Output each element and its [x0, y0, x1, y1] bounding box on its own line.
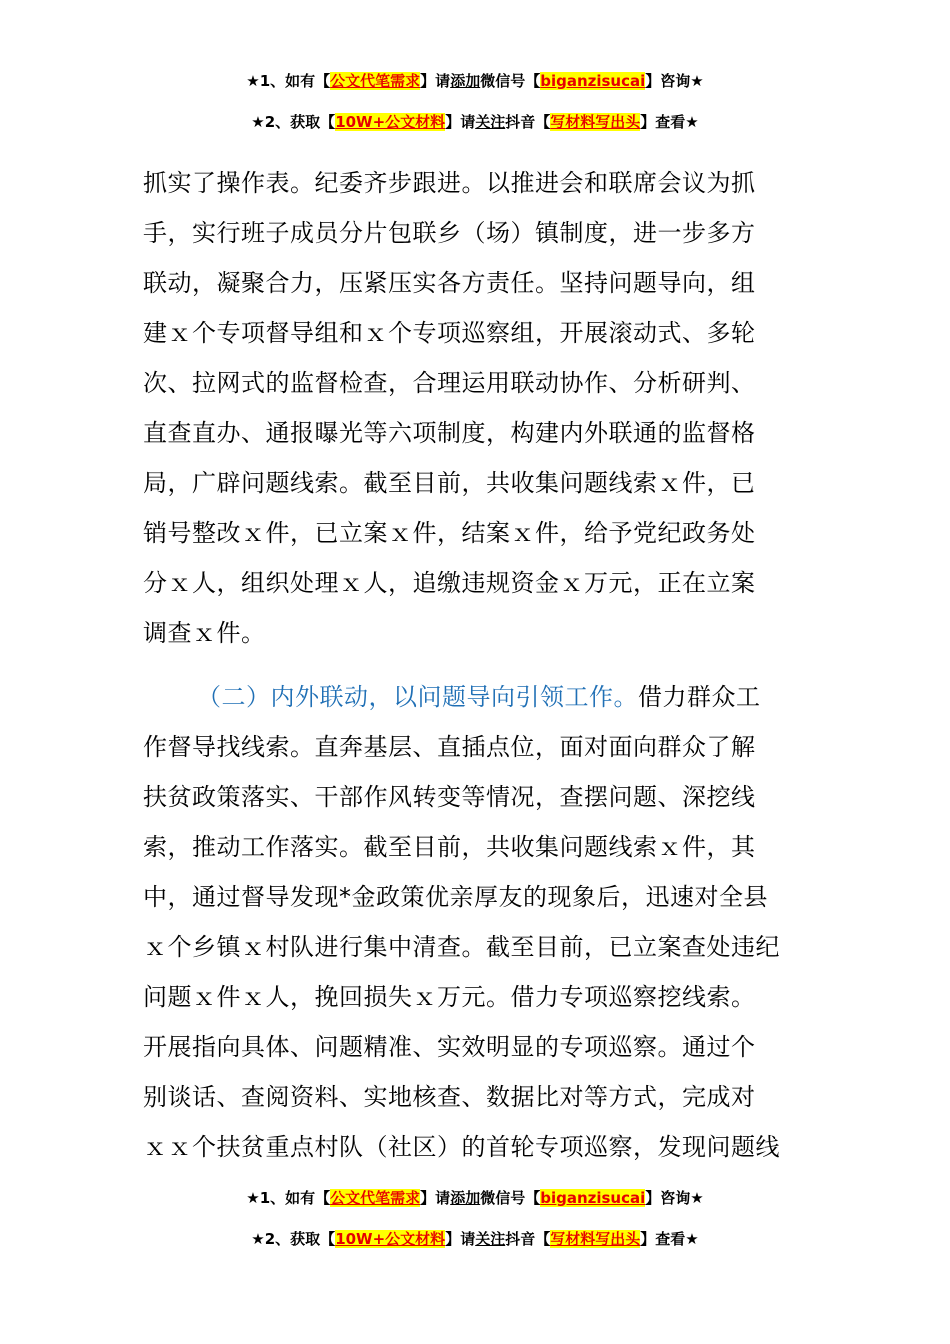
banner-text: 微信号【 [480, 72, 541, 90]
banner-text: 】咨询★ [645, 1189, 704, 1207]
highlight-text: 10W+公文材料 [335, 113, 446, 131]
banner-text: 】查看★ [640, 1230, 699, 1248]
banner-text: 】请 [420, 72, 451, 90]
banner-text: ★2、获取【 [251, 1230, 336, 1248]
text-line: 局，广辟问题线索。截至目前，共收集问题线索ｘ件，已 [143, 469, 756, 497]
underline-text: 关注 [475, 113, 506, 131]
text-line [143, 672, 811, 722]
text-line: 作督导找线索。直奔基层、直插点位，面对面向群众了解 [143, 733, 756, 761]
text-line: 抓实了操作表。纪委齐步跟进。以推进会和联席会议为抓 [143, 169, 756, 197]
banner-text: ★1、如有【 [246, 1189, 331, 1207]
banner-text: ★1、如有【 [246, 72, 331, 90]
underline-text: 添加 [450, 72, 481, 90]
banner-text: 微信号【 [480, 1189, 541, 1207]
paragraph-2 [143, 672, 811, 1172]
highlight-text: 10W+公文材料 [335, 1230, 446, 1248]
douyin-id: 写材料写出头 [550, 1230, 641, 1248]
banner-text: 】请 [445, 113, 476, 131]
banner-text: 】请 [420, 1189, 451, 1207]
text-line: 开展指向具体、问题精准、实效明显的专项巡察。通过个 [143, 1033, 756, 1061]
banner-text: 】请 [445, 1230, 476, 1248]
text-line: 联动，凝聚合力，压紧压实各方责任。坚持问题导向，组 [143, 269, 756, 297]
text-line: 分ｘ人，组织处理ｘ人，追缴违规资金ｘ万元，正在立案 [143, 569, 756, 597]
section-heading: （二）内外联动，以问题导向引领工作。 [197, 683, 638, 711]
header-banner-2 [0, 111, 950, 133]
text-line: 调查ｘ件。 [143, 619, 266, 647]
banner-text: 抖音【 [505, 1230, 551, 1248]
underline-text: 添加 [450, 1189, 481, 1207]
body-text [143, 158, 811, 1172]
highlight-text: 公文代笔需求 [330, 1189, 421, 1207]
banner-text: 抖音【 [505, 113, 551, 131]
text-line: 直查直办、通报曝光等六项制度，构建内外联通的监督格 [143, 419, 756, 447]
text-line: 销号整改ｘ件，已立案ｘ件，结案ｘ件，给予党纪政务处 [143, 519, 756, 547]
text-line: 手，实行班子成员分片包联乡（场）镇制度，进一步多方 [143, 219, 756, 247]
text-line: 次、拉网式的监督检查，合理运用联动协作、分析研判、 [143, 369, 756, 397]
text-line: 别谈话、查阅资料、实地核查、数据比对等方式，完成对 [143, 1083, 756, 1111]
wechat-id: biganzisucai [540, 72, 646, 90]
text-line: 扶贫政策落实、干部作风转变等情况，查摆问题、深挖线 [143, 783, 756, 811]
banner-text: 】查看★ [640, 113, 699, 131]
paragraph-1 [143, 158, 811, 658]
douyin-id: 写材料写出头 [550, 113, 641, 131]
text-line: ｘ个乡镇ｘ村队进行集中清查。截至目前，已立案查处违纪 [143, 933, 780, 961]
text-line: 问题ｘ件ｘ人，挽回损失ｘ万元。借力专项巡察挖线索。 [143, 983, 756, 1011]
banner-text: ★2、获取【 [251, 113, 336, 131]
text-line: 建ｘ个专项督导组和ｘ个专项巡察组，开展滚动式、多轮 [143, 319, 756, 347]
footer-banner-2 [0, 1228, 950, 1250]
highlight-text: 公文代笔需求 [330, 72, 421, 90]
wechat-id: biganzisucai [540, 1189, 646, 1207]
footer-banner-1 [0, 1187, 950, 1209]
text-line: ｘｘ个扶贫重点村队（社区）的首轮专项巡察，发现问题线 [143, 1133, 780, 1161]
text-line: 中，通过督导发现*金政策优亲厚友的现象后，迅速对全县 [143, 883, 768, 911]
text-line: 索，推动工作落实。截至目前，共收集问题线索ｘ件，其 [143, 833, 756, 861]
text-run: 借力群众工 [638, 683, 761, 711]
header-banner-1 [0, 70, 950, 92]
underline-text: 关注 [475, 1230, 506, 1248]
banner-text: 】咨询★ [645, 72, 704, 90]
